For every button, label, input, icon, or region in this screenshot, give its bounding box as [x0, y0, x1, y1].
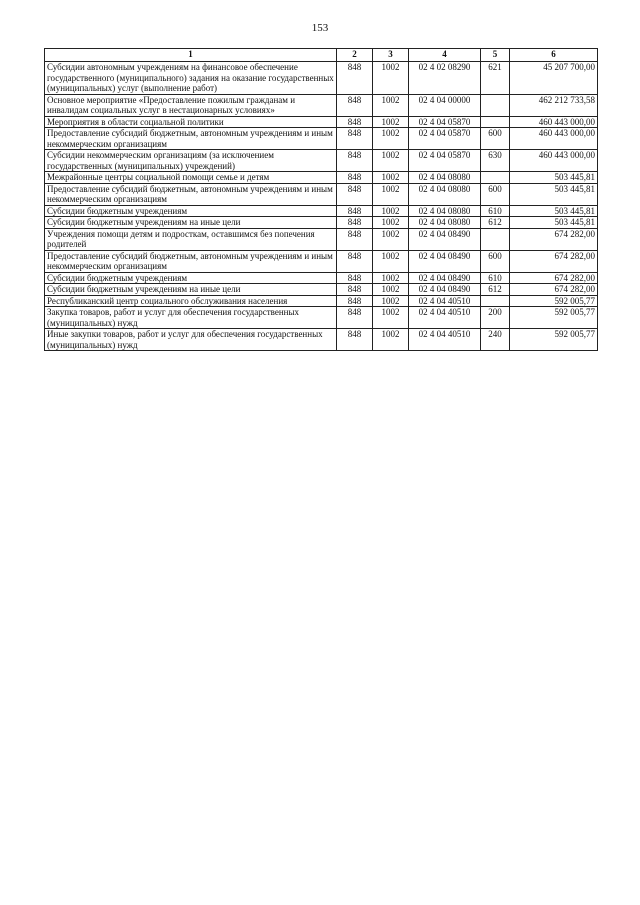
table-row — [45, 217, 598, 229]
table-body — [45, 62, 598, 351]
row-expense-type: 600 — [481, 128, 510, 150]
budget-table — [44, 48, 598, 351]
row-amount: 45 207 700,00 — [510, 62, 598, 95]
row-description: Субсидии бюджетным учреждениям на иные цели — [45, 217, 337, 229]
row-admin-code: 848 — [337, 272, 373, 284]
row-section-code: 1002 — [373, 307, 409, 329]
row-amount: 674 282,00 — [510, 250, 598, 272]
row-section-code: 1002 — [373, 228, 409, 250]
row-expense-type — [481, 295, 510, 307]
row-target-code: 02 4 04 08490 — [409, 284, 481, 296]
row-description: Предоставление субсидий бюджетным, автономным учреждениям и иным некоммерческим организациям — [45, 250, 337, 272]
row-target-code: 02 4 04 08490 — [409, 250, 481, 272]
table-header-row — [45, 49, 598, 62]
table-row — [45, 329, 598, 351]
row-expense-type: 612 — [481, 284, 510, 296]
column-header-5: 5 — [481, 49, 510, 62]
row-target-code: 02 4 04 08080 — [409, 205, 481, 217]
column-header-4: 4 — [409, 49, 481, 62]
table-row — [45, 183, 598, 205]
row-description: Учреждения помощи детям и подросткам, оставшимся без попечения родителей — [45, 228, 337, 250]
row-target-code: 02 4 04 05870 — [409, 128, 481, 150]
row-amount: 674 282,00 — [510, 228, 598, 250]
row-amount: 503 445,81 — [510, 172, 598, 184]
row-amount: 460 443 000,00 — [510, 128, 598, 150]
row-admin-code: 848 — [337, 217, 373, 229]
row-target-code: 02 4 04 40510 — [409, 307, 481, 329]
row-section-code: 1002 — [373, 272, 409, 284]
column-header-6: 6 — [510, 49, 598, 62]
row-section-code: 1002 — [373, 205, 409, 217]
row-section-code: 1002 — [373, 116, 409, 128]
page-number: 153 — [311, 22, 329, 34]
row-admin-code: 848 — [337, 183, 373, 205]
row-description: Субсидии бюджетным учреждениям на иные цели — [45, 284, 337, 296]
row-expense-type — [481, 116, 510, 128]
row-description: Субсидии некоммерческим организациям (за исключением государственных (муниципальных) учреждений) — [45, 150, 337, 172]
table-row — [45, 62, 598, 95]
row-admin-code: 848 — [337, 116, 373, 128]
row-amount: 592 005,77 — [510, 329, 598, 351]
row-section-code: 1002 — [373, 329, 409, 351]
row-admin-code: 848 — [337, 307, 373, 329]
table-row — [45, 150, 598, 172]
row-expense-type: 240 — [481, 329, 510, 351]
row-section-code: 1002 — [373, 150, 409, 172]
row-admin-code: 848 — [337, 62, 373, 95]
row-description: Субсидии бюджетным учреждениям — [45, 272, 337, 284]
row-description: Межрайонные центры социальной помощи семье и детям — [45, 172, 337, 184]
row-description: Закупка товаров, работ и услуг для обеспечения государственных (муниципальных) нужд — [45, 307, 337, 329]
row-expense-type — [481, 228, 510, 250]
row-amount: 674 282,00 — [510, 284, 598, 296]
row-section-code: 1002 — [373, 295, 409, 307]
row-expense-type: 630 — [481, 150, 510, 172]
row-target-code: 02 4 04 00000 — [409, 94, 481, 116]
column-header-3: 3 — [373, 49, 409, 62]
row-description: Основное мероприятие «Предоставление пожилым гражданам и инвалидам социальных услуг в нестационарных условиях» — [45, 94, 337, 116]
row-expense-type: 610 — [481, 272, 510, 284]
row-target-code: 02 4 04 08080 — [409, 217, 481, 229]
row-amount: 460 443 000,00 — [510, 116, 598, 128]
row-amount: 462 212 733,58 — [510, 94, 598, 116]
row-amount: 503 445,81 — [510, 205, 598, 217]
row-admin-code: 848 — [337, 295, 373, 307]
row-description: Предоставление субсидий бюджетным, автономным учреждениям и иным некоммерческим организациям — [45, 183, 337, 205]
row-target-code: 02 4 04 08080 — [409, 172, 481, 184]
row-amount: 592 005,77 — [510, 295, 598, 307]
row-description: Субсидии бюджетным учреждениям — [45, 205, 337, 217]
row-target-code: 02 4 04 05870 — [409, 150, 481, 172]
row-description: Мероприятия в области социальной политики — [45, 116, 337, 128]
row-admin-code: 848 — [337, 172, 373, 184]
table-row — [45, 272, 598, 284]
row-expense-type: 610 — [481, 205, 510, 217]
row-expense-type — [481, 172, 510, 184]
row-section-code: 1002 — [373, 250, 409, 272]
row-amount: 503 445,81 — [510, 183, 598, 205]
row-expense-type — [481, 94, 510, 116]
row-section-code: 1002 — [373, 62, 409, 95]
row-section-code: 1002 — [373, 172, 409, 184]
row-admin-code: 848 — [337, 284, 373, 296]
row-section-code: 1002 — [373, 128, 409, 150]
row-amount: 460 443 000,00 — [510, 150, 598, 172]
row-expense-type: 621 — [481, 62, 510, 95]
row-amount: 592 005,77 — [510, 307, 598, 329]
column-header-1: 1 — [45, 49, 337, 62]
column-header-2: 2 — [337, 49, 373, 62]
table-row — [45, 205, 598, 217]
row-expense-type: 200 — [481, 307, 510, 329]
row-admin-code: 848 — [337, 205, 373, 217]
row-admin-code: 848 — [337, 128, 373, 150]
row-expense-type: 600 — [481, 183, 510, 205]
table-row — [45, 284, 598, 296]
row-description: Субсидии автономным учреждениям на финансовое обеспечение государственного (муниципального) задания на оказание государственных (муниципальных) услуг (выполнение работ) — [45, 62, 337, 95]
row-target-code: 02 4 04 08490 — [409, 228, 481, 250]
row-expense-type: 600 — [481, 250, 510, 272]
row-section-code: 1002 — [373, 284, 409, 296]
table-row — [45, 94, 598, 116]
table-row — [45, 128, 598, 150]
row-target-code: 02 4 04 08080 — [409, 183, 481, 205]
table-row — [45, 250, 598, 272]
row-admin-code: 848 — [337, 150, 373, 172]
row-amount: 674 282,00 — [510, 272, 598, 284]
row-description: Республиканский центр социального обслуживания населения — [45, 295, 337, 307]
row-section-code: 1002 — [373, 217, 409, 229]
row-target-code: 02 4 04 40510 — [409, 329, 481, 351]
row-target-code: 02 4 04 08490 — [409, 272, 481, 284]
table-row — [45, 295, 598, 307]
row-admin-code: 848 — [337, 228, 373, 250]
table-row — [45, 116, 598, 128]
row-section-code: 1002 — [373, 183, 409, 205]
row-admin-code: 848 — [337, 329, 373, 351]
row-target-code: 02 4 04 05870 — [409, 116, 481, 128]
row-admin-code: 848 — [337, 94, 373, 116]
row-target-code: 02 4 02 08290 — [409, 62, 481, 95]
row-description: Предоставление субсидий бюджетным, автономным учреждениям и иным некоммерческим организациям — [45, 128, 337, 150]
table-row — [45, 172, 598, 184]
row-description: Иные закупки товаров, работ и услуг для обеспечения государственных (муниципальных) нужд — [45, 329, 337, 351]
row-target-code: 02 4 04 40510 — [409, 295, 481, 307]
table-row — [45, 228, 598, 250]
row-amount: 503 445,81 — [510, 217, 598, 229]
row-section-code: 1002 — [373, 94, 409, 116]
row-admin-code: 848 — [337, 250, 373, 272]
table-row — [45, 307, 598, 329]
row-expense-type: 612 — [481, 217, 510, 229]
